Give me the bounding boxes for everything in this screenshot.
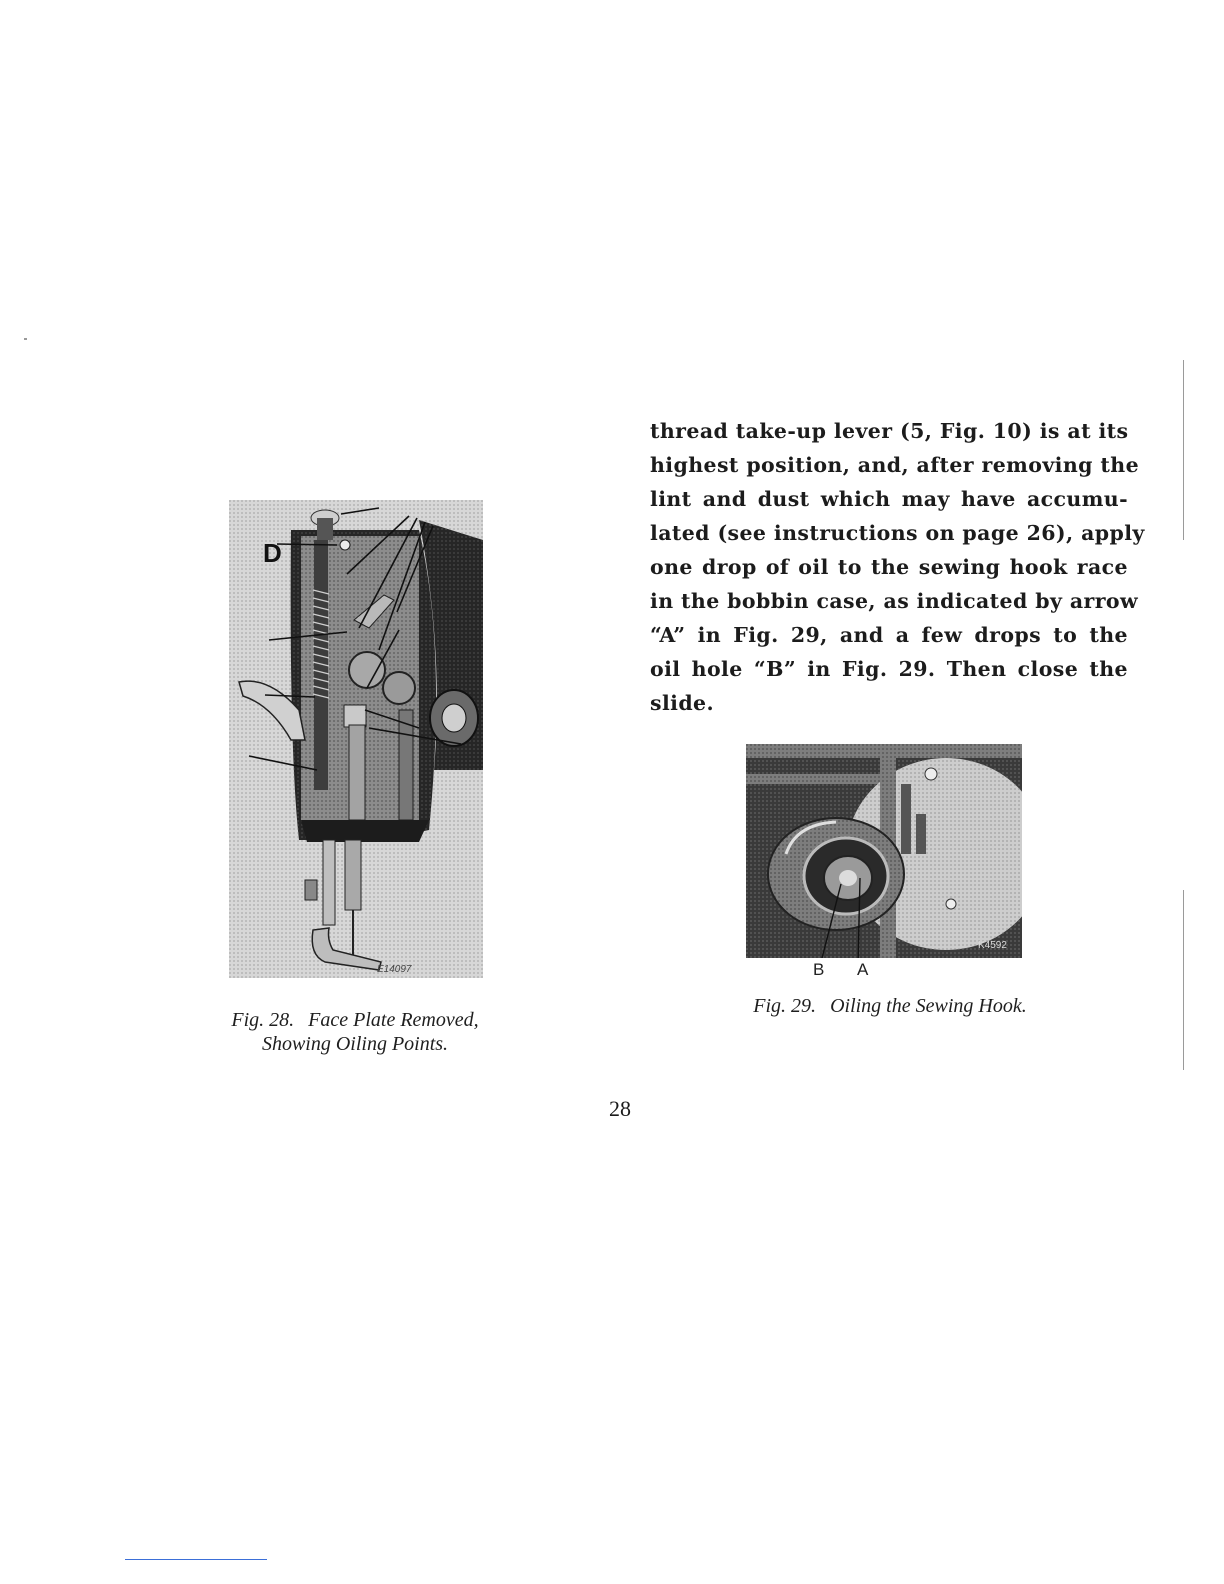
scan-edge-mark bbox=[1183, 890, 1184, 1070]
figure-29-caption bbox=[700, 994, 1080, 1018]
figure-28-caption-line1: Face Plate Removed, bbox=[308, 1009, 479, 1031]
figure-28-face-plate-photo bbox=[229, 500, 483, 978]
figure-28-caption-label: Fig. 28. bbox=[231, 1009, 295, 1031]
body-line: lint and dust which may have accumu- bbox=[650, 487, 1128, 511]
body-line: thread take-up lever (5, Fig. 10) is at its bbox=[650, 419, 1129, 443]
figure-29-code: K4592 bbox=[978, 940, 1007, 951]
figure-29-label-a: A bbox=[857, 960, 869, 979]
body-line: lated (see instructions on page 26), apply bbox=[650, 521, 1145, 545]
figure-29-label-b: B bbox=[813, 960, 825, 979]
figure-29-sewing-hook-photo bbox=[746, 744, 1022, 958]
figure-29-caption-text: Oiling the Sewing Hook. bbox=[830, 995, 1027, 1017]
figure-28-code: E14097 bbox=[377, 964, 412, 975]
scan-speck bbox=[24, 338, 27, 340]
body-line: highest position, and, after removing the bbox=[650, 453, 1140, 477]
figure-28-label-d: D bbox=[263, 538, 282, 568]
scan-edge-mark bbox=[1183, 360, 1184, 540]
figure-29-caption-label: Fig. 29. bbox=[753, 995, 817, 1017]
body-line: one drop of oil to the sewing hook race bbox=[650, 555, 1128, 579]
body-line: oil hole “B” in Fig. 29. Then close the bbox=[650, 657, 1128, 681]
body-line: “A” in Fig. 29, and a few drops to the bbox=[650, 623, 1128, 647]
body-line: in the bobbin case, as indicated by arrow bbox=[650, 589, 1139, 613]
body-line: slide. bbox=[650, 691, 715, 715]
figure-28-caption-line2: Showing Oiling Points. bbox=[261, 1033, 449, 1055]
footnote-rule bbox=[125, 1559, 267, 1560]
figure-28-caption bbox=[180, 1008, 530, 1056]
page-number: 28 bbox=[609, 1096, 631, 1121]
body-paragraph bbox=[650, 414, 1145, 720]
